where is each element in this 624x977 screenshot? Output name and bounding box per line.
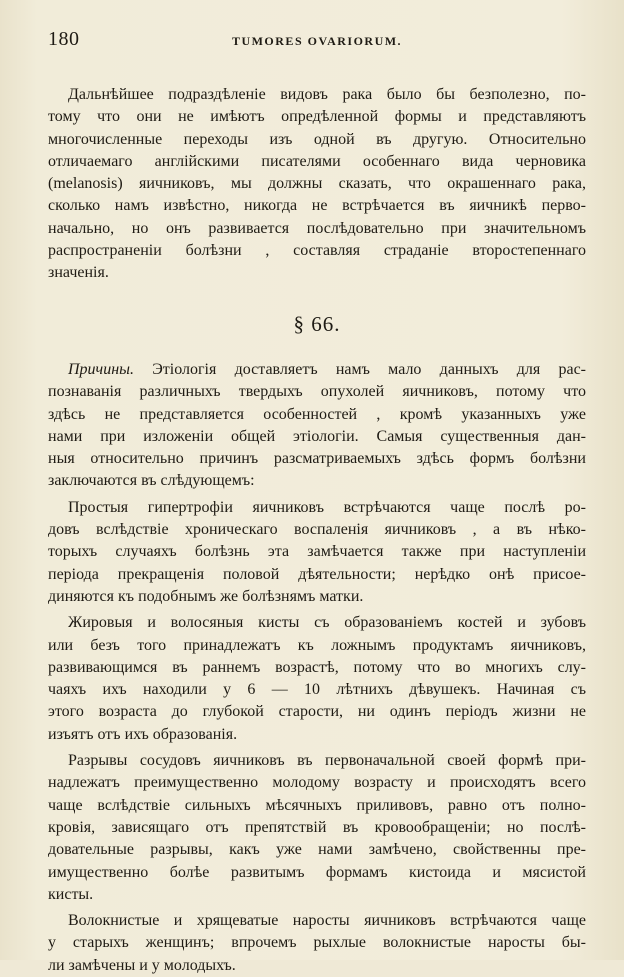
text-line: значенія. xyxy=(48,264,109,282)
paragraph-lead: Причины. xyxy=(68,360,134,378)
text-line: періода прекращенія половой дѣятельности; нерѣдко онѣ присое- xyxy=(48,565,586,583)
text-line: у старыхъ женщинъ; впрочемъ рыхлые волокнистые наросты бы- xyxy=(48,934,586,952)
text-line: Разрывы сосудовъ яичниковъ въ первоначальной своей формѣ при- xyxy=(68,752,586,770)
page-header xyxy=(48,24,586,54)
paragraph-1 xyxy=(48,84,586,106)
text-line: Дальнѣйшее подраздѣленіе видовъ рака было бы безполезно, по- xyxy=(68,86,586,103)
text-line: кровія, зависящаго отъ препятствій въ кровообращеніи; но послѣ- xyxy=(48,818,586,836)
section-heading: § 66. xyxy=(293,311,341,336)
paragraph-2 xyxy=(48,359,586,493)
text-line: многочисленные переходы изъ одной въ другую. Относительно xyxy=(48,130,586,148)
text-line: тому что они не имѣютъ опредѣленной формы и представляютъ xyxy=(48,108,586,126)
text-line: отличаемаго англійскими писателями особеннаго вида черновика xyxy=(48,152,586,170)
text-line: имущественно болѣе развитымъ формамъ кистоида и мясистой xyxy=(48,863,586,881)
page-number: 180 xyxy=(48,28,80,50)
text-line: или безъ того принадлежатъ къ ложнымъ продуктамъ яичниковъ, xyxy=(48,636,586,654)
text-line: Простыя гипертрофіи яичниковъ встрѣчаются чаще послѣ ро- xyxy=(68,498,586,516)
paragraph-3 xyxy=(48,497,586,608)
text-line: довъ вслѣдствіе хроническаго воспаленія яичниковъ , а въ нѣко- xyxy=(48,521,586,539)
text-line xyxy=(48,359,586,381)
text-line: ныя относительно причинъ разсматриваемыхъ здѣсь формъ болѣзни xyxy=(48,450,586,468)
text-line: Жировыя и волосяныя кисты съ образованіемъ костей и зубовъ xyxy=(68,614,586,632)
text-line: чаще вслѣдствіе сильныхъ мѣсячныхъ приливовъ, равно отъ полно- xyxy=(48,796,586,814)
text-line: довательные разрывы, какъ уже нами замѣчено, свойственны пре- xyxy=(48,841,586,859)
text-line: (melanosis) яичниковъ, мы должны сказать, что окрашеннаго рака, xyxy=(48,175,586,193)
page-body xyxy=(48,84,586,977)
text-line: здѣсь не представляется особенностей , кромѣ указанныхъ уже xyxy=(48,405,586,423)
text-line: кисты. xyxy=(48,885,94,903)
text-line: чаяхъ ихъ находили у 6 — 10 лѣтнихъ дѣвушекъ. Начиная съ xyxy=(48,681,586,699)
paragraph-1-cont xyxy=(48,106,586,284)
text-line: Волокнистые и хрящеватые наросты яичниковъ встрѣчаются чаще xyxy=(68,912,586,930)
text-line: заключаются въ слѣдующемъ: xyxy=(48,472,255,490)
paragraph-4 xyxy=(48,612,586,746)
text-line: этого возраста до глубокой старости, ни одинъ періодъ жизни не xyxy=(48,703,586,721)
text-line: торыхъ случаяхъ болѣзнь эта замѣчается также при наступленіи xyxy=(48,543,586,561)
text-line: изъятъ отъ ихъ образованія. xyxy=(48,725,238,743)
text-line: нами при изложеніи общей этіологіи. Самыя существенныя дан- xyxy=(48,427,586,445)
text-line: сколько намъ извѣстно, никогда не встрѣчается въ яичникѣ перво- xyxy=(48,197,586,215)
paragraph-5 xyxy=(48,750,586,906)
running-title: TUMORES OVARIORUM. xyxy=(231,34,403,48)
paragraph-6 xyxy=(48,910,586,977)
text-line: надлежатъ преимущественно молодому возрасту и происходятъ всего xyxy=(48,774,586,792)
text-line: ли замѣчены и у молодыхъ. xyxy=(48,956,236,974)
text-line: распространеніи болѣзни , составляя страданіе второстепеннаго xyxy=(48,242,586,260)
text-line: диняются къ подобнымъ же болѣзнямъ матки. xyxy=(48,587,364,605)
text-line: познаванія различныхъ твердыхъ опухолей яичниковъ, потому что xyxy=(48,383,586,401)
text-line-rest: Этіологія доставляетъ намъ мало данныхъ для рас- xyxy=(133,360,586,378)
text-line: начально, но онъ развивается послѣдовательно при значительномъ xyxy=(48,219,586,237)
text-line: развивающимся въ раннемъ возрастѣ, потому что во многихъ слу- xyxy=(48,658,586,676)
